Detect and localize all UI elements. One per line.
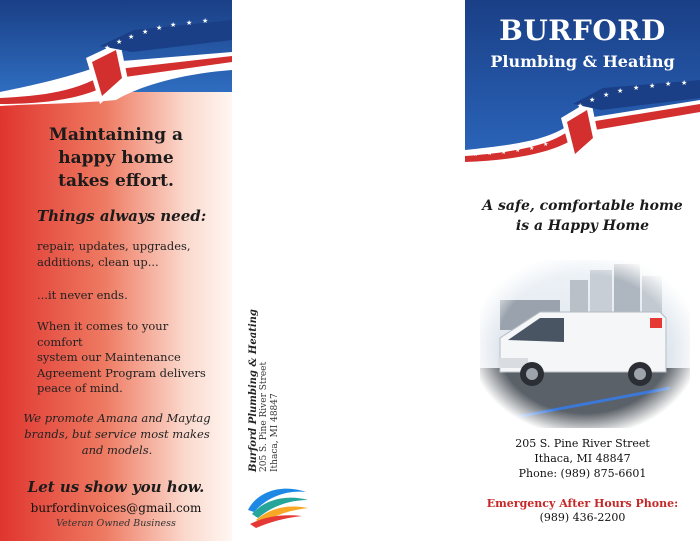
svg-text:★: ★ [38,88,44,94]
never-ends-text: ...it never ends. [37,288,128,302]
svg-text:★: ★ [633,84,640,92]
promote-line-3: and models. [81,443,153,457]
right-panel [465,0,700,541]
svg-text:★: ★ [104,44,111,52]
comfort-line-2: system our Maintenance [37,350,181,364]
tagline-line-1: A safe, comfortable home [482,198,683,214]
comfort-copy [37,319,217,397]
needs-line-2: additions, clean up... [37,254,159,269]
service-van-photo [480,260,690,428]
emergency-label: Emergency After Hours Phone: [486,497,679,510]
tagline [465,196,700,236]
tagline-line-2: is a Happy Home [515,218,650,234]
svg-text:★: ★ [487,151,493,157]
brand-name: BURFORD [499,14,666,47]
svg-text:★: ★ [589,96,596,104]
promote-text [12,410,222,458]
needs-line-1: repair, updates, upgrades, [37,239,191,253]
call-to-action: Let us show you how. [27,478,205,496]
svg-text:★: ★ [186,19,193,27]
phone-number[interactable]: Phone: (989) 875-6601 [518,467,647,480]
svg-text:★: ★ [52,86,58,92]
svg-text:★: ★ [603,91,610,99]
company-logo-icon [244,480,312,528]
svg-text:★: ★ [80,79,86,85]
emergency-phone[interactable]: (989) 436-2200 [539,511,626,524]
svg-text:★: ★ [515,148,521,154]
svg-text:★: ★ [116,38,123,46]
svg-text:★: ★ [128,33,135,41]
svg-text:★: ★ [543,142,549,148]
return-city: Ithaca, MI 48847 [270,393,280,472]
things-heading: Things always need: [37,207,207,225]
svg-text:★: ★ [665,80,672,88]
headline-line-3: takes effort. [58,171,174,191]
address-city: Ithaca, MI 48847 [534,452,631,465]
return-name: Burford Plumbing & Heating [248,309,259,472]
promote-line-2: brands, but service most makes [24,427,210,441]
brand-subtitle: Plumbing & Heating [490,52,675,71]
needs-list [37,239,217,270]
promote-line-1: We promote Amana and Maytag [23,411,211,425]
left-panel [0,0,232,541]
headline [0,124,232,193]
headline-line-2: happy home [58,148,174,168]
comfort-line-3: Agreement Program delivers [37,365,206,380]
svg-text:★: ★ [649,82,656,90]
svg-text:★: ★ [617,87,624,95]
svg-text:★: ★ [473,152,479,158]
svg-text:★: ★ [24,90,30,96]
svg-text:★: ★ [202,17,209,25]
svg-text:★: ★ [142,28,149,36]
comfort-line-4: peace of mind. [37,381,123,395]
contact-block [465,436,700,481]
svg-text:★: ★ [501,150,507,156]
svg-text:★: ★ [529,146,535,152]
svg-text:★: ★ [170,21,177,29]
return-street: 205 S. Pine River Street [259,361,269,472]
svg-text:★: ★ [156,24,163,32]
svg-text:★: ★ [10,92,16,98]
email-address[interactable]: burfordinvoices@gmail.com [30,501,202,515]
address-street: 205 S. Pine River Street [515,437,650,450]
flag-ribbon-icon [0,0,232,120]
svg-text:★: ★ [681,79,688,87]
comfort-line-1: When it comes to your comfort [37,319,169,349]
return-address-block [248,309,302,472]
svg-text:★: ★ [66,83,72,89]
veteran-owned-label: Veteran Owned Business [56,518,176,529]
svg-text:★: ★ [577,102,584,110]
headline-line-1: Maintaining a [49,125,183,145]
